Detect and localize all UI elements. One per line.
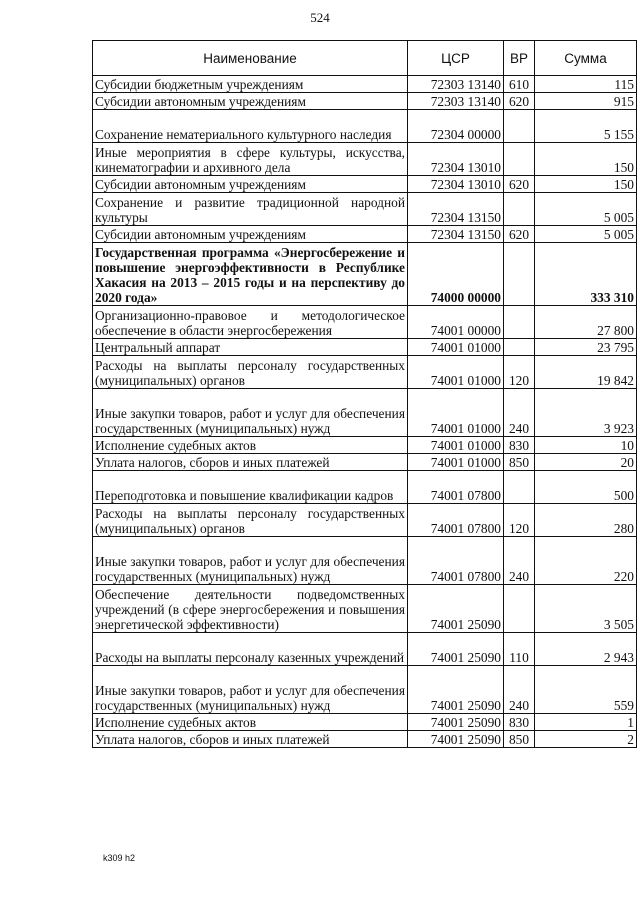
row-vr-cell: 120	[504, 356, 535, 389]
row-csr-cell: 72303 13140	[408, 93, 504, 110]
header-name: Наименование	[93, 41, 408, 76]
table-row	[93, 714, 637, 731]
row-name-cell: Субсидии автономным учреждениям	[93, 226, 408, 243]
row-csr-cell: 74001 25090	[408, 731, 504, 748]
row-name-cell: Иные мероприятия в сфере культуры, искусства, кинематографии и архивного дела	[93, 143, 408, 176]
row-csr-cell: 74001 25090	[408, 633, 504, 666]
row-vr-cell	[504, 243, 535, 306]
row-sum-cell: 20	[535, 454, 637, 471]
row-name-cell: Субсидии автономным учреждениям	[93, 176, 408, 193]
row-sum-cell: 27 800	[535, 306, 637, 339]
row-vr-cell	[504, 143, 535, 176]
row-csr-cell: 74001 01000	[408, 454, 504, 471]
row-sum-cell: 23 795	[535, 339, 637, 356]
row-name-cell: Расходы на выплаты персоналу государственных (муниципальных) органов	[93, 504, 408, 537]
row-csr-cell: 74001 25090	[408, 714, 504, 731]
table-row	[93, 585, 637, 633]
table-row	[93, 193, 637, 226]
row-sum-cell: 559	[535, 666, 637, 714]
row-name-cell: Расходы на выплаты персоналу государственных (муниципальных) органов	[93, 356, 408, 389]
table-row	[93, 666, 637, 714]
row-name-cell: Расходы на выплаты персоналу казенных учреждений	[93, 633, 408, 666]
row-csr-cell: 74001 01000	[408, 389, 504, 437]
row-csr-cell: 74001 01000	[408, 437, 504, 454]
row-sum-cell: 3 923	[535, 389, 637, 437]
row-name-cell: Переподготовка и повышение квалификации кадров	[93, 471, 408, 504]
row-name-cell: Субсидии бюджетным учреждениям	[93, 76, 408, 93]
row-vr-cell	[504, 471, 535, 504]
row-name-cell: Иные закупки товаров, работ и услуг для обеспечения государственных (муниципальных) нужд	[93, 537, 408, 585]
table-header	[93, 41, 637, 76]
row-sum-cell: 2 943	[535, 633, 637, 666]
row-csr-cell: 72304 13010	[408, 176, 504, 193]
table-row	[93, 633, 637, 666]
row-vr-cell: 620	[504, 226, 535, 243]
header-vr: ВР	[504, 41, 535, 76]
row-name-cell: Иные закупки товаров, работ и услуг для обеспечения государственных (муниципальных) нужд	[93, 666, 408, 714]
row-sum-cell: 1	[535, 714, 637, 731]
table-row	[93, 226, 637, 243]
row-name-cell: Уплата налогов, сборов и иных платежей	[93, 731, 408, 748]
table-row	[93, 243, 637, 306]
row-csr-cell: 74001 01000	[408, 339, 504, 356]
row-sum-cell: 5 005	[535, 193, 637, 226]
row-csr-cell: 72304 13010	[408, 143, 504, 176]
row-sum-cell: 5 155	[535, 110, 637, 143]
table-row	[93, 93, 637, 110]
row-csr-cell: 72303 13140	[408, 76, 504, 93]
row-vr-cell: 110	[504, 633, 535, 666]
row-name-cell: Уплата налогов, сборов и иных платежей	[93, 454, 408, 471]
header-row	[93, 41, 637, 76]
row-sum-cell: 280	[535, 504, 637, 537]
row-csr-cell: 74001 25090	[408, 666, 504, 714]
table-row	[93, 537, 637, 585]
row-vr-cell: 830	[504, 437, 535, 454]
row-vr-cell: 620	[504, 176, 535, 193]
row-csr-cell: 74001 01000	[408, 356, 504, 389]
table-row	[93, 471, 637, 504]
row-vr-cell	[504, 110, 535, 143]
row-csr-cell: 74000 00000	[408, 243, 504, 306]
table-row	[93, 76, 637, 93]
table-row	[93, 176, 637, 193]
row-csr-cell: 74001 07800	[408, 504, 504, 537]
table-body	[93, 76, 637, 748]
row-vr-cell: 830	[504, 714, 535, 731]
row-sum-cell: 500	[535, 471, 637, 504]
row-name-cell: Обеспечение деятельности подведомственных учреждений (в сфере энергосбережения и повышения энергетической эффективности)	[93, 585, 408, 633]
row-csr-cell: 74001 07800	[408, 471, 504, 504]
row-name-cell: Организационно-правовое и методологическое обеспечение в области энергосбережения	[93, 306, 408, 339]
row-csr-cell: 74001 00000	[408, 306, 504, 339]
row-sum-cell: 220	[535, 537, 637, 585]
row-name-cell: Исполнение судебных актов	[93, 714, 408, 731]
page-number: 524	[310, 10, 330, 25]
row-name-cell: Сохранение нематериального культурного наследия	[93, 110, 408, 143]
row-sum-cell: 150	[535, 176, 637, 193]
table-row	[93, 306, 637, 339]
row-sum-cell: 333 310	[535, 243, 637, 306]
row-csr-cell: 74001 07800	[408, 537, 504, 585]
row-sum-cell: 150	[535, 143, 637, 176]
table-row	[93, 110, 637, 143]
row-name-cell: Государственная программа «Энергосбережение и повышение энергоэффективности в Республике Хакасия на 2013 – 2015 годы и на перспективу до 2020 года»	[93, 243, 408, 306]
row-sum-cell: 915	[535, 93, 637, 110]
row-vr-cell: 610	[504, 76, 535, 93]
row-csr-cell: 72304 13150	[408, 193, 504, 226]
row-csr-cell: 72304 13150	[408, 226, 504, 243]
row-sum-cell: 5 005	[535, 226, 637, 243]
row-vr-cell: 240	[504, 666, 535, 714]
row-sum-cell: 10	[535, 437, 637, 454]
row-vr-cell	[504, 193, 535, 226]
row-vr-cell: 850	[504, 454, 535, 471]
table-row	[93, 143, 637, 176]
row-vr-cell: 240	[504, 389, 535, 437]
row-sum-cell: 2	[535, 731, 637, 748]
row-name-cell: Сохранение и развитие традиционной народной культуры	[93, 193, 408, 226]
row-vr-cell: 120	[504, 504, 535, 537]
header-csr: ЦСР	[408, 41, 504, 76]
budget-table	[92, 40, 637, 748]
row-csr-cell: 74001 25090	[408, 585, 504, 633]
table-row	[93, 504, 637, 537]
footer-code: k309 h2	[103, 853, 136, 863]
header-sum: Сумма	[535, 41, 637, 76]
row-vr-cell	[504, 585, 535, 633]
table-row	[93, 437, 637, 454]
table-row	[93, 356, 637, 389]
row-vr-cell: 850	[504, 731, 535, 748]
row-name-cell: Иные закупки товаров, работ и услуг для обеспечения государственных (муниципальных) нужд	[93, 389, 408, 437]
row-vr-cell: 240	[504, 537, 535, 585]
row-csr-cell: 72304 00000	[408, 110, 504, 143]
table-row	[93, 454, 637, 471]
row-sum-cell: 3 505	[535, 585, 637, 633]
table-row	[93, 389, 637, 437]
row-name-cell: Исполнение судебных актов	[93, 437, 408, 454]
table-row	[93, 339, 637, 356]
row-vr-cell	[504, 306, 535, 339]
row-vr-cell: 620	[504, 93, 535, 110]
table-row	[93, 731, 637, 748]
row-sum-cell: 19 842	[535, 356, 637, 389]
row-vr-cell	[504, 339, 535, 356]
row-name-cell: Центральный аппарат	[93, 339, 408, 356]
row-name-cell: Субсидии автономным учреждениям	[93, 93, 408, 110]
row-sum-cell: 115	[535, 76, 637, 93]
